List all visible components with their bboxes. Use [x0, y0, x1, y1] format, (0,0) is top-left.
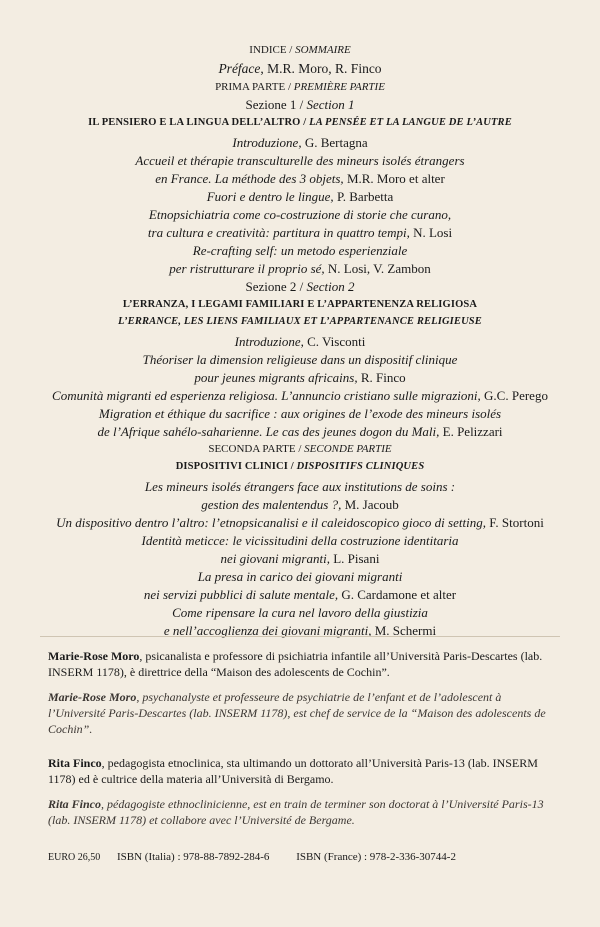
footer: [48, 851, 480, 863]
toc-title: Fuori e dentro le lingue,: [206, 189, 334, 204]
toc-line: [0, 351, 600, 369]
toc-author: M. Schermi: [371, 623, 437, 638]
toc-line: [0, 478, 600, 496]
bio-text: , pédagogiste ethnoclinicienne, est en train de terminer son doctorat à l’Université Paris-13 (lab. INSERM 1178) et collabore avec l’Université de Bergame.: [48, 797, 544, 827]
toc-line: [0, 405, 600, 423]
bio-paragraph: [48, 689, 558, 737]
bio-name: Rita Finco: [48, 756, 102, 770]
toc-title: Accueil et thérapie transculturelle des mineurs isolés étrangers: [135, 153, 465, 168]
toc-title: LA PENSÉE ET LA LANGUE DE L’AUTRE: [309, 117, 512, 128]
toc-line: [0, 458, 600, 475]
bio-text: , pedagogista etnoclinica, sta ultimando un dottorato all’Università Paris-13 (lab. INSERM 1178) ed è cultrice della materia all’Università di Bergamo.: [48, 756, 538, 786]
bio-paragraph: [48, 648, 558, 680]
toc-title: per ristrutturare il proprio sé,: [169, 261, 325, 276]
toc-author: M.R. Moro et alter: [343, 171, 445, 186]
toc-line: [0, 242, 600, 260]
toc-author: N. Losi: [409, 225, 453, 240]
toc-title: Un dispositivo dentro l’altro: l’etnopsicanalisi e il caleidoscopico gioco di setting,: [56, 515, 486, 530]
toc-author: N. Losi, V. Zambon: [324, 261, 431, 276]
toc-line: [0, 278, 600, 296]
toc-line: [0, 532, 600, 550]
toc-title: DISPOSITIFS CLINIQUES: [296, 461, 425, 472]
author-bios: [48, 648, 558, 837]
toc-title: Introduzione,: [234, 334, 304, 349]
toc-line: [0, 134, 600, 152]
toc-line: [0, 496, 600, 514]
toc-author: G.C. Perego: [480, 388, 548, 403]
toc-author: C. Visconti: [303, 334, 366, 349]
toc-line: [0, 622, 600, 640]
toc-line: [0, 423, 600, 441]
bio-name: Marie-Rose Moro: [48, 690, 137, 704]
toc-author: IL PENSIERO E LA LINGUA DELL’ALTRO /: [88, 117, 310, 128]
price: EURO 26,50: [48, 852, 101, 863]
toc-title: SOMMAIRE: [295, 44, 351, 56]
toc-line: [0, 206, 600, 224]
toc-title: Section 2: [306, 279, 355, 294]
bio-text: , psychanalyste et professeure de psychiatrie de l’enfant et de l’adolescent à l’Université Paris-Descartes (lab. INSERM 1178), est chef de service de la “Maison des adolescents de Cochin”.: [48, 690, 546, 736]
bio-paragraph: [48, 796, 558, 828]
toc-title: La presa in carico dei giovani migranti: [197, 569, 403, 584]
toc-title: PREMIÈRE PARTIE: [293, 81, 385, 93]
toc-line: [0, 604, 600, 622]
toc-author: G. Bertagna: [301, 135, 368, 150]
table-of-contents: [0, 42, 600, 640]
toc-title: SECONDE PARTIE: [304, 443, 392, 455]
toc-title: gestion des malentendus ?,: [201, 497, 342, 512]
toc-line: [0, 152, 600, 170]
toc-title: Préface: [218, 61, 261, 76]
toc-line: [0, 586, 600, 604]
toc-line: [0, 188, 600, 206]
toc-line: [0, 568, 600, 586]
toc-title: Section 1: [306, 97, 355, 112]
toc-title: Etnopsichiatria come co-costruzione di storie che curano,: [148, 207, 452, 222]
isbn-italia: ISBN (Italia) : 978-88-7892-284-6: [116, 851, 270, 863]
bio-paragraph: [48, 755, 558, 787]
toc-title: e nell’accoglienza dei giovani migranti,: [163, 623, 372, 638]
toc-line: [0, 170, 600, 188]
toc-author: L’ERRANZA, I LEGAMI FAMILIARI E L’APPARTENENZA RELIGIOSA: [122, 299, 478, 310]
toc-author: INDICE /: [249, 44, 296, 56]
isbn-france: ISBN (France) : 978-2-336-30744-2: [296, 851, 456, 863]
toc-author: SECONDA PARTE /: [208, 443, 305, 455]
toc-author: , M.R. Moro, R. Finco: [260, 61, 382, 76]
toc-title: tra cultura e creatività: partitura in quattro tempi,: [147, 225, 410, 240]
toc-author: G. Cardamone et alter: [338, 587, 457, 602]
toc-line: [0, 296, 600, 313]
bio-name: Marie-Rose Moro: [48, 649, 140, 663]
toc-title: nei giovani migranti,: [220, 551, 330, 566]
toc-title: Les mineurs isolés étrangers face aux institutions de soins :: [144, 479, 456, 494]
toc-line: [0, 42, 600, 59]
toc-line: [0, 387, 600, 405]
toc-title: pour jeunes migrants africains,: [194, 370, 358, 385]
toc-title: Comunità migranti ed esperienza religiosa. L’annuncio cristiano sulle migrazioni,: [52, 388, 481, 403]
toc-author: R. Finco: [357, 370, 406, 385]
toc-title: Théoriser la dimension religieuse dans un dispositif clinique: [142, 352, 458, 367]
toc-title: Introduzione,: [232, 135, 302, 150]
toc-author: L. Pisani: [329, 551, 380, 566]
toc-line: [0, 313, 600, 330]
toc-author: F. Stortoni: [485, 515, 544, 530]
toc-author: M. Jacoub: [341, 497, 399, 512]
bio-name: Rita Finco: [48, 797, 102, 811]
toc-author: DISPOSITIVI CLINICI /: [175, 461, 297, 472]
toc-title: de l’Afrique sahélo-saharienne. Le cas des jeunes dogon du Mali,: [97, 424, 440, 439]
toc-title: Come ripensare la cura nel lavoro della giustizia: [172, 605, 428, 620]
toc-line: [0, 369, 600, 387]
toc-line: [0, 441, 600, 458]
toc-line: [0, 59, 600, 79]
toc-line: [0, 260, 600, 278]
toc-line: [0, 514, 600, 532]
toc-title: Identità meticce: le vicissitudini della costruzione identitaria: [141, 533, 459, 548]
toc-line: [0, 224, 600, 242]
toc-author: Sezione 1 /: [245, 97, 307, 112]
toc-line: [0, 550, 600, 568]
toc-title: nei servizi pubblici di salute mentale,: [143, 587, 339, 602]
toc-author: E. Pelizzari: [439, 424, 503, 439]
toc-title: en France. La méthode des 3 objets,: [155, 171, 344, 186]
toc-line: [0, 96, 600, 114]
toc-author: Sezione 2 /: [245, 279, 307, 294]
toc-title: Re-crafting self: un metodo esperienziale: [192, 243, 408, 258]
toc-title: Migration et éthique du sacrifice : aux origines de l’exode des mineurs isolés: [98, 406, 502, 421]
toc-line: [0, 333, 600, 351]
divider: [40, 636, 560, 637]
toc-author: PRIMA PARTE /: [215, 81, 294, 93]
toc-line: [0, 79, 600, 96]
bio-text: , psicanalista e professore di psichiatria infantile all’Università Paris-Descartes (lab. INSERM 1178), è direttrice della “Maison des adolescents de Cochin”.: [48, 649, 543, 679]
toc-author: P. Barbetta: [333, 189, 394, 204]
toc-title: L’ERRANCE, LES LIENS FAMILIAUX ET L’APPARTENANCE RELIGIEUSE: [118, 316, 482, 327]
toc-line: [0, 114, 600, 131]
